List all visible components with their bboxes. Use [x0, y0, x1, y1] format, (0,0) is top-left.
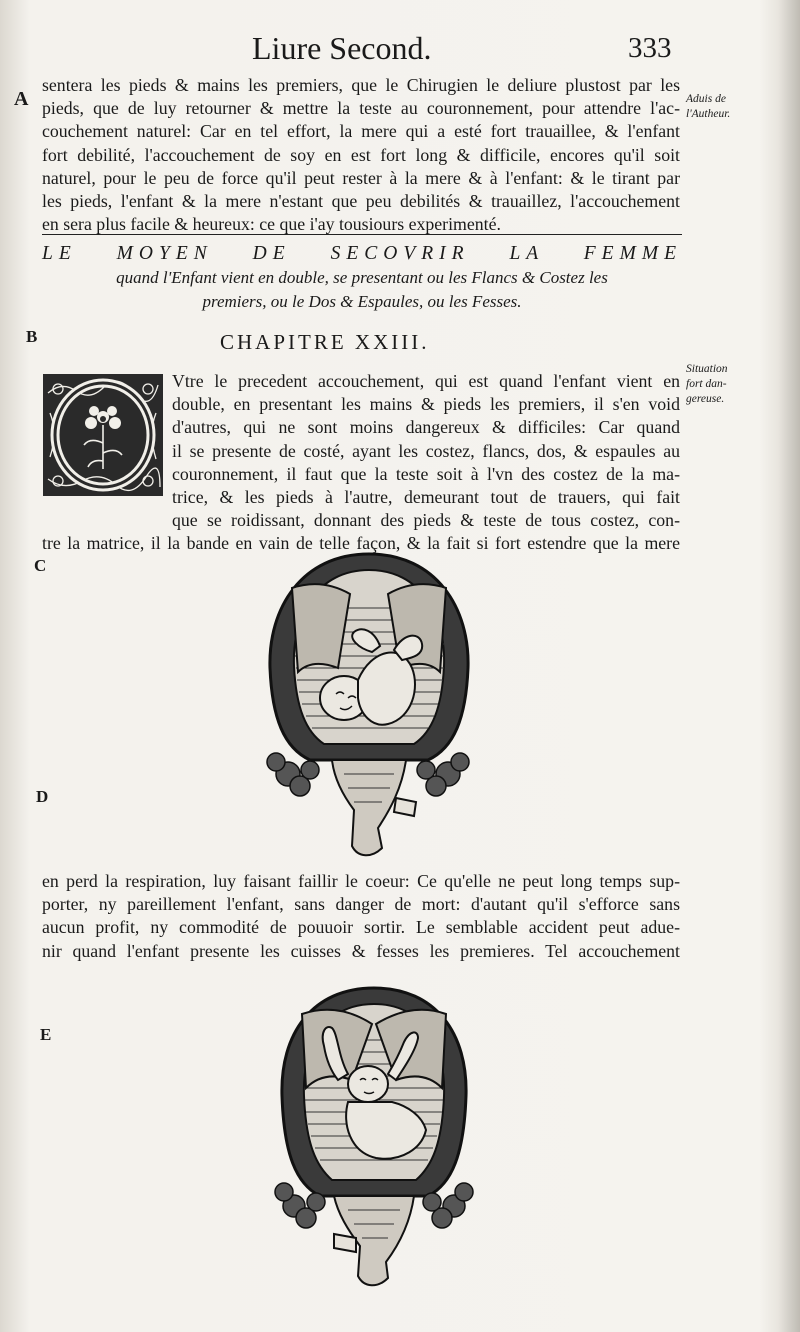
woodcut-figure-breech-presentation	[272, 984, 476, 1288]
page-number: 333	[628, 32, 672, 64]
page-header	[40, 30, 700, 70]
margin-note-line: gereuse.	[686, 393, 725, 405]
text-line: couronnement, il faut que la teste soit à l'vn des costez de la ma-	[172, 463, 680, 484]
text-line: sentera les pieds & mains les premiers, que le Chirugien le deliure plustost par les	[42, 75, 680, 95]
text-line: pieds, que de luy retourner & mettre la teste au couronnement, pour attendre l'ac-	[42, 98, 680, 119]
section-title-line3: premiers, ou le Dos & Espaules, ou les Fesses.	[202, 292, 522, 311]
text-line: Vtre le precedent accouchement, qui est quand l'enfant vient en	[172, 371, 680, 391]
text-line: en perd la respiration, luy faisant faillir le coeur: Ce qu'elle ne peut long temps sup-	[42, 871, 680, 891]
text-line: porter, ny pareillement l'enfant, sans danger de mort: d'autant qu'il s'efforce sans	[42, 894, 680, 915]
running-title: Liure Second.	[252, 30, 432, 66]
text-line: nir quand l'enfant presente les cuisses & fesses les premieres. Tel accouchement	[42, 940, 680, 961]
text-line: double, en presentant les mains & pieds les premiers, il s'en void	[172, 394, 680, 415]
margin-marker-d: D	[36, 787, 49, 806]
drop-cap-o-icon	[42, 373, 164, 497]
margin-marker-c: C	[34, 556, 47, 575]
chapter-heading: CHAPITRE XXIII.	[220, 330, 430, 354]
margin-marker-b: B	[26, 327, 38, 346]
paragraph-after-figure	[42, 870, 680, 963]
margin-note-line: fort dan-	[686, 378, 727, 390]
paragraph-continuation	[42, 74, 680, 236]
margin-note-advice	[686, 92, 730, 122]
text-line: en sera plus facile & heureux: ce que i'ay tousiours experimenté.	[42, 214, 501, 235]
text-line: aucun profit, ny commodité de pouuoir sortir. Le semblable accident peut adue-	[42, 917, 680, 938]
text-line: naturel, pour le peu de force qu'il peut rester à la mere & à l'enfant: & le tirant par	[42, 167, 680, 188]
text-line: trice, & les pieds à l'autre, demeurant tout de trauers, qui fait	[172, 486, 680, 507]
section-title-line2: quand l'Enfant vient en double, se presentant ou les Flancs & Costez les	[116, 268, 608, 287]
section-rule	[42, 234, 682, 235]
text-line: les pieds, l'enfant & la mere n'estant que peu debilités & trauaillez, l'accouchement	[42, 190, 680, 211]
text-line: tre la matrice, il la bande en vain de telle façon, & la fait si fort estendre que la mere	[42, 533, 680, 553]
margin-note-line: Situation	[686, 363, 728, 375]
text-line: fort debilité, l'accouchement de soy en est fort long & difficile, encores qu'il soit	[42, 144, 680, 165]
text-line: couchement naturel: Car en tel effort, la mere qui a esté fort trauaillee, & l'enfant	[42, 121, 680, 142]
margin-note-situation	[686, 362, 728, 407]
section-title-line1: LE MOYEN DE SECOVRIR LA FEMME	[42, 243, 682, 264]
margin-note-line: l'Autheur.	[686, 108, 731, 120]
woodcut-figure-side-presentation	[262, 548, 476, 860]
margin-marker-e: E	[40, 1025, 52, 1044]
text-line: d'autres, qui ne sont moins dangereux & difficiles: Car quand	[172, 417, 680, 438]
page-edge-shadow	[778, 0, 800, 1332]
text-line: il se presente de costé, ayant les costez, flancs, dos, & espaules au	[172, 440, 680, 461]
margin-marker-a: A	[14, 88, 29, 110]
chapter-opening-paragraph	[172, 370, 680, 532]
margin-note-line: Aduis de	[686, 93, 726, 105]
text-line: que se roidissant, donnant des pieds & teste de tous costez, con-	[172, 510, 680, 531]
